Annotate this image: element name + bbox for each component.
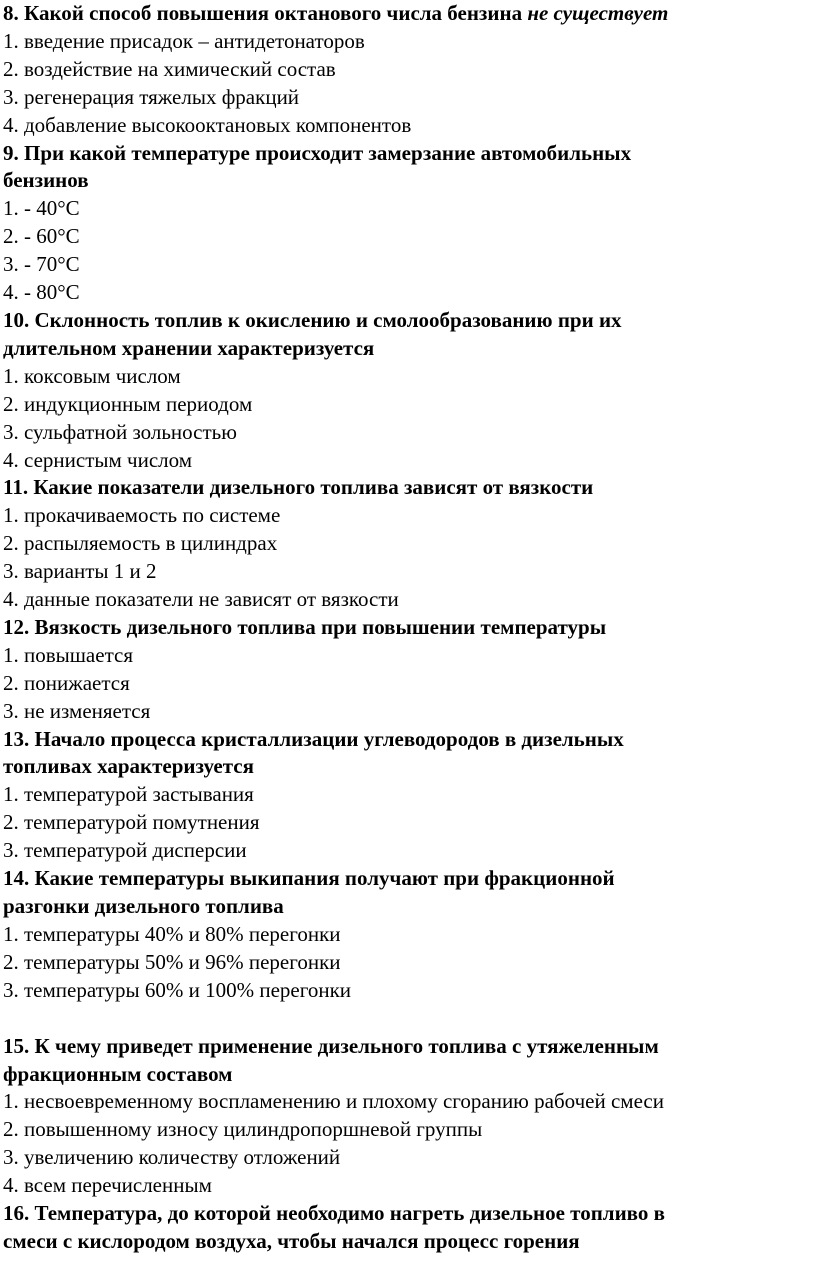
question-15-title-line-2: фракционным составом <box>3 1061 233 1086</box>
question-10-title-line-2: длительном хранении характеризуется <box>3 335 375 360</box>
question-10-option-4: 4. сернистым числом <box>3 447 193 472</box>
question-12-option-3: 3. не изменяется <box>3 698 151 723</box>
question-14-title-line-1: 14. Какие температуры выкипания получают при фракционной <box>3 866 615 891</box>
question-12-option-2: 2. понижается <box>3 670 130 695</box>
question-9-title-line-2: бензинов <box>3 168 89 193</box>
question-9-option-4: 4. - 80°С <box>3 280 80 305</box>
question-9-option-2: 2. - 60°С <box>3 224 80 249</box>
question-8-emphasis: не существует <box>527 1 669 25</box>
question-14-title-line-2: разгонки дизельного топлива <box>3 894 284 918</box>
question-12-title: 12. Вязкость дизельного топлива при повышении температуры <box>3 614 607 639</box>
blank-line <box>3 1005 816 1033</box>
question-16-title-line-1: 16. Температура, до которой необходимо нагреть дизельное топливо в <box>3 1201 665 1226</box>
question-8-option-3: 3. регенерация тяжелых фракций <box>3 84 300 109</box>
question-14-option-1: 1. температуры 40% и 80% перегонки <box>3 921 341 946</box>
question-11-option-4: 4. данные показатели не зависят от вязкости <box>3 587 399 612</box>
question-15-option-4: 4. всем перечисленным <box>3 1173 212 1198</box>
question-13-title-line-1: 13. Начало процесса кристаллизации углеводородов в дизельных <box>3 726 624 751</box>
question-11-option-2: 2. распыляемость в цилиндрах <box>3 531 278 556</box>
question-10-option-3: 3. сульфатной зольностью <box>3 419 237 444</box>
question-11-option-1: 1. прокачиваемость по системе <box>3 503 281 528</box>
question-11-option-3: 3. варианты 1 и 2 <box>3 559 157 584</box>
question-13-option-3: 3. температурой дисперсии <box>3 838 247 863</box>
question-9-title-line-1: 9. При какой температуре происходит замерзание автомобильных <box>3 140 632 165</box>
question-8-option-1: 1. введение присадок – антидетонаторов <box>3 28 365 53</box>
question-16-title-line-2: смеси с кислородом воздуха, чтобы начался процесс горения <box>3 1228 580 1253</box>
question-10-option-2: 2. индукционным периодом <box>3 391 253 416</box>
question-9-option-3: 3. - 70°С <box>3 252 80 277</box>
question-11-title: 11. Какие показатели дизельного топлива зависят от вязкости <box>3 475 594 500</box>
question-10-title-line-1: 10. Склонность топлив к окислению и смолообразованию при их <box>3 307 622 332</box>
question-13-option-1: 1. температурой застывания <box>3 782 254 807</box>
question-8-title: 8. Какой способ повышения октанового числа бензина не существует <box>3 1 669 25</box>
question-8-option-4: 4. добавление высокооктановых компонентов <box>3 112 412 137</box>
question-15-option-2: 2. повышенному износу цилиндропоршневой группы <box>3 1117 483 1142</box>
question-13-title-line-2: топливах характеризуется <box>3 754 254 779</box>
question-15-title-line-1: 15. К чему приведет применение дизельного топлива с утяжеленным <box>3 1033 659 1058</box>
question-12-option-1: 1. повышается <box>3 642 133 667</box>
question-15-option-1: 1. несвоевременному воспламенению и плохому сгоранию рабочей смеси <box>3 1089 664 1114</box>
question-13-option-2: 2. температурой помутнения <box>3 810 260 835</box>
question-9-option-1: 1. - 40°С <box>3 196 80 221</box>
question-8-option-2: 2. воздействие на химический состав <box>3 56 336 81</box>
question-10-option-1: 1. коксовым числом <box>3 363 181 388</box>
question-15-option-3: 3. увеличению количеству отложений <box>3 1145 341 1170</box>
question-14-option-2: 2. температуры 50% и 96% перегонки <box>3 949 341 974</box>
question-14-option-3: 3. температуры 60% и 100% перегонки <box>3 977 352 1002</box>
